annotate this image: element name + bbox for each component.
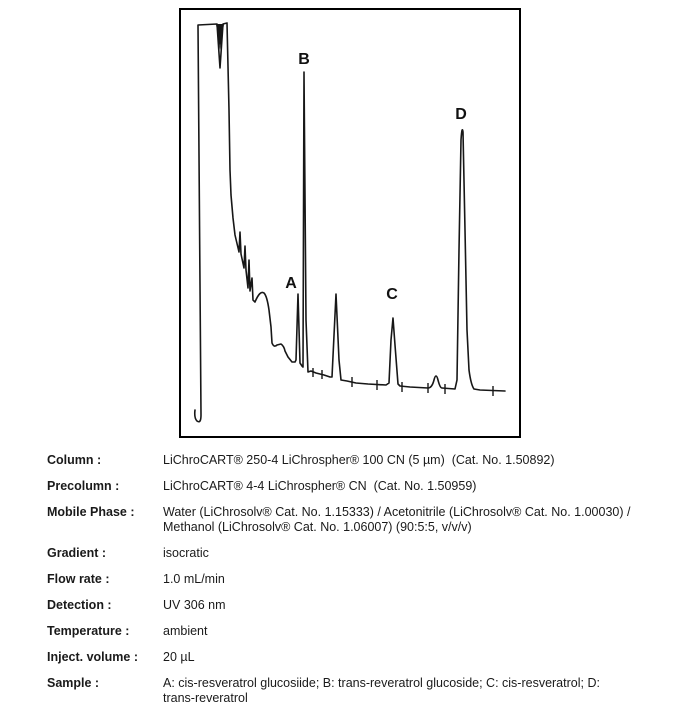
info-row-sample bbox=[47, 676, 647, 706]
sample-value-line-1: A: cis-resveratrol glucosiide; B: trans-reveratrol glucoside; C: cis-resveratrol; D: bbox=[163, 676, 600, 690]
precolumn-label: Precolumn : bbox=[47, 479, 120, 493]
column-value-line: LiChroCART® 250-4 LiChrospher® 100 CN (5 µm) (Cat. No. 1.50892) bbox=[163, 453, 555, 467]
mobile-phase-label: Mobile Phase : bbox=[47, 505, 135, 519]
mobile-phase-value-line-1: Water (LiChrosolv® Cat. No. 1.15333) / Acetonitrile (LiChrosolv® Cat. No. 1.00030) / bbox=[163, 505, 631, 519]
peak-label-c: C bbox=[386, 286, 398, 303]
temperature-value bbox=[163, 624, 647, 639]
precolumn-value bbox=[163, 479, 647, 494]
gradient-value-line: isocratic bbox=[163, 546, 209, 560]
info-row-detection bbox=[47, 598, 647, 613]
peak-label-a: A bbox=[285, 275, 297, 292]
chromatogram-plot bbox=[181, 10, 519, 436]
chromatogram-frame bbox=[179, 8, 521, 438]
inject-volume-label: Inject. volume : bbox=[47, 650, 138, 664]
sample-value bbox=[163, 676, 647, 706]
chromatogram-trace bbox=[195, 23, 505, 422]
method-conditions-table bbox=[47, 453, 647, 717]
temperature-value-line: ambient bbox=[163, 624, 208, 638]
temperature-label: Temperature : bbox=[47, 624, 130, 638]
inject-volume-value bbox=[163, 650, 647, 665]
sample-label: Sample : bbox=[47, 676, 100, 690]
info-row-gradient bbox=[47, 546, 647, 561]
info-row-temperature bbox=[47, 624, 647, 639]
info-row-mobile-phase bbox=[47, 505, 647, 535]
flow-rate-value bbox=[163, 572, 647, 587]
peak-label-b: B bbox=[298, 51, 310, 68]
gradient-value bbox=[163, 546, 647, 561]
column-value bbox=[163, 453, 647, 468]
detection-value bbox=[163, 598, 647, 613]
gradient-label: Gradient : bbox=[47, 546, 107, 560]
precolumn-value-line: LiChroCART® 4-4 LiChrospher® CN (Cat. No. 1.50959) bbox=[163, 479, 477, 493]
detection-label: Detection : bbox=[47, 598, 112, 612]
info-row-flow-rate bbox=[47, 572, 647, 587]
inject-volume-value-line: 20 µL bbox=[163, 650, 195, 664]
info-row-column bbox=[47, 453, 647, 468]
peak-label-d: D bbox=[455, 106, 467, 123]
info-row-inject-volume bbox=[47, 650, 647, 665]
flow-rate-label: Flow rate : bbox=[47, 572, 110, 586]
column-label: Column : bbox=[47, 453, 102, 467]
detection-value-line: UV 306 nm bbox=[163, 598, 226, 612]
flow-rate-value-line: 1.0 mL/min bbox=[163, 572, 225, 586]
sample-value-line-2: trans-reveratrol bbox=[163, 691, 248, 705]
mobile-phase-value-line-2: Methanol (LiChrosolv® Cat. No. 1.06007) (90:5:5, v/v/v) bbox=[163, 520, 472, 534]
mobile-phase-value bbox=[163, 505, 647, 535]
info-row-precolumn bbox=[47, 479, 647, 494]
